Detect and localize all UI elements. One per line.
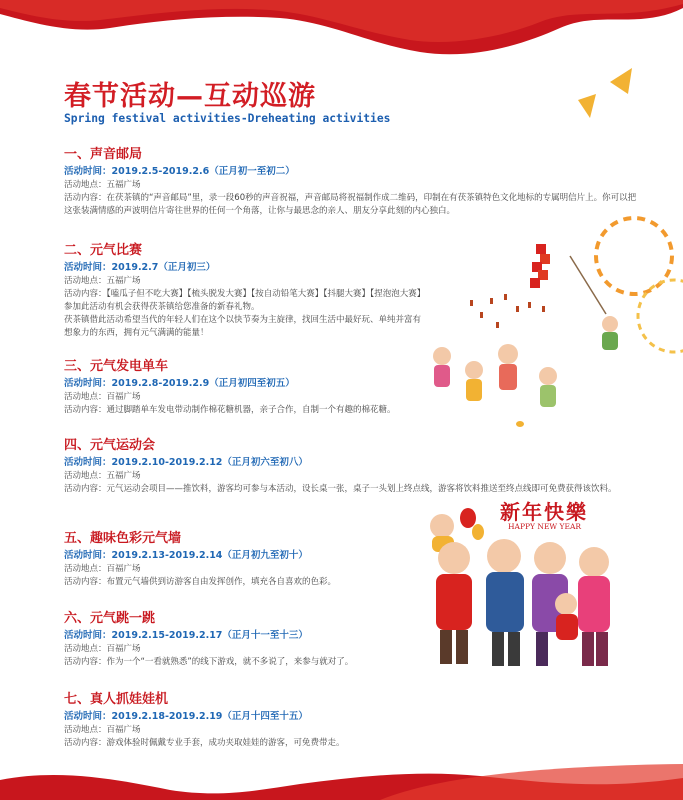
section-location: 活动地点：百福广场 (64, 392, 141, 402)
greeting-english: HAPPY NEW YEAR (508, 522, 582, 531)
section-content: 活动内容：在茯茶镇的“声音邮局”里，录一段60秒的声音祝福，声音邮局将祝福制作成二维码，印制在有茯茶镇特色文化地标的专属明信片上。你可以把这张装满情感的声波明信片寄往世界的任何一个角落，让你与最思念的亲人、朋友分享此刻的内心独白。 (64, 193, 637, 216)
section-location: 活动地点：百福广场 (64, 644, 141, 654)
section-note: 想象力的东西，拥有元气满满的能量！ (64, 328, 209, 338)
section-location: 活动地点：五福广场 (64, 471, 141, 481)
section-time: 活动时间：2019.2.15-2019.2.17（正月十一至十三） (64, 630, 308, 641)
activity-section-6 (64, 610, 474, 669)
section-note: 参加此活动有机会获得茯茶镇给您准备的新春礼物。 (64, 302, 260, 312)
section-heading: 七、真人抓娃娃机 (64, 692, 169, 707)
section-heading: 六、元气跳一跳 (64, 611, 156, 626)
section-time: 活动时间：2019.2.7（正月初三） (64, 262, 216, 273)
bottom-wave-decoration (0, 740, 683, 800)
firecracker-children-illustration (420, 236, 630, 432)
section-note: 茯茶镇借此活动希望当代的年轻人们在这个以快节奏为主旋律，找回生活中最好玩、单纯并富有 (64, 315, 422, 325)
section-heading: 二、元气比赛 (64, 243, 143, 258)
activity-section-3 (64, 358, 474, 417)
section-content: 活动内容：布置元气墙供到访游客自由发挥创作，填充各自喜欢的色彩。 (64, 577, 337, 587)
section-heading: 四、元气运动会 (64, 438, 156, 453)
section-time: 活动时间：2019.2.13-2019.2.14（正月初九至初十） (64, 550, 308, 561)
section-content: 活动内容：通过脚踏单车发电带动制作棉花糖机器，亲子合作，自制一个有趣的棉花糖。 (64, 405, 396, 415)
sparkle-icon (570, 64, 640, 134)
section-heading: 五、趣味色彩元气墙 (64, 531, 182, 546)
section-time: 活动时间：2019.2.5-2019.2.6（正月初一至初二） (64, 166, 295, 177)
greeting-chinese: 新年快樂 (500, 500, 588, 524)
section-location: 活动地点：百福广场 (64, 725, 141, 735)
section-heading: 三、元气发电单车 (64, 359, 169, 374)
section-location: 活动地点：五福广场 (64, 180, 141, 190)
activity-section-4 (64, 437, 644, 496)
activity-section-5 (64, 530, 474, 589)
page-title: 春节活动—互动巡游 (64, 81, 316, 112)
section-heading: 一、声音邮局 (64, 147, 143, 162)
section-time: 活动时间：2019.2.18-2019.2.19（正月十四至十五） (64, 711, 308, 722)
section-location: 活动地点：百福广场 (64, 564, 141, 574)
section-content: 活动内容：游戏体验时佩戴专业手套，成功夹取娃娃的游客，可免费带走。 (64, 738, 345, 748)
section-location: 活动地点：五福广场 (64, 276, 141, 286)
section-time: 活动时间：2019.2.10-2019.2.12（正月初六至初八） (64, 457, 308, 468)
section-content: 活动内容：【嗑瓜子但不吃大赛】【梳头脱发大赛】【按自动铅笔大赛】【抖腿大赛】【捏泡泡大赛】 (64, 289, 426, 299)
section-time: 活动时间：2019.2.8-2019.2.9（正月初四至初五） (64, 378, 295, 389)
section-content: 活动内容：元气运动会项目——推饮料，游客均可参与本活动，设长桌一张，桌子一头划上终点线，游客将饮料推送至终点线即可免费获得该饮料。 (64, 484, 617, 494)
page-subtitle: Spring festival activities-Dreheating activities (64, 112, 391, 125)
section-content: 活动内容：作为一个“一看就熟悉”的线下游戏，就不多说了，来参与就对了。 (64, 657, 354, 667)
family-illustration (416, 492, 626, 682)
activity-section-1 (64, 146, 644, 218)
